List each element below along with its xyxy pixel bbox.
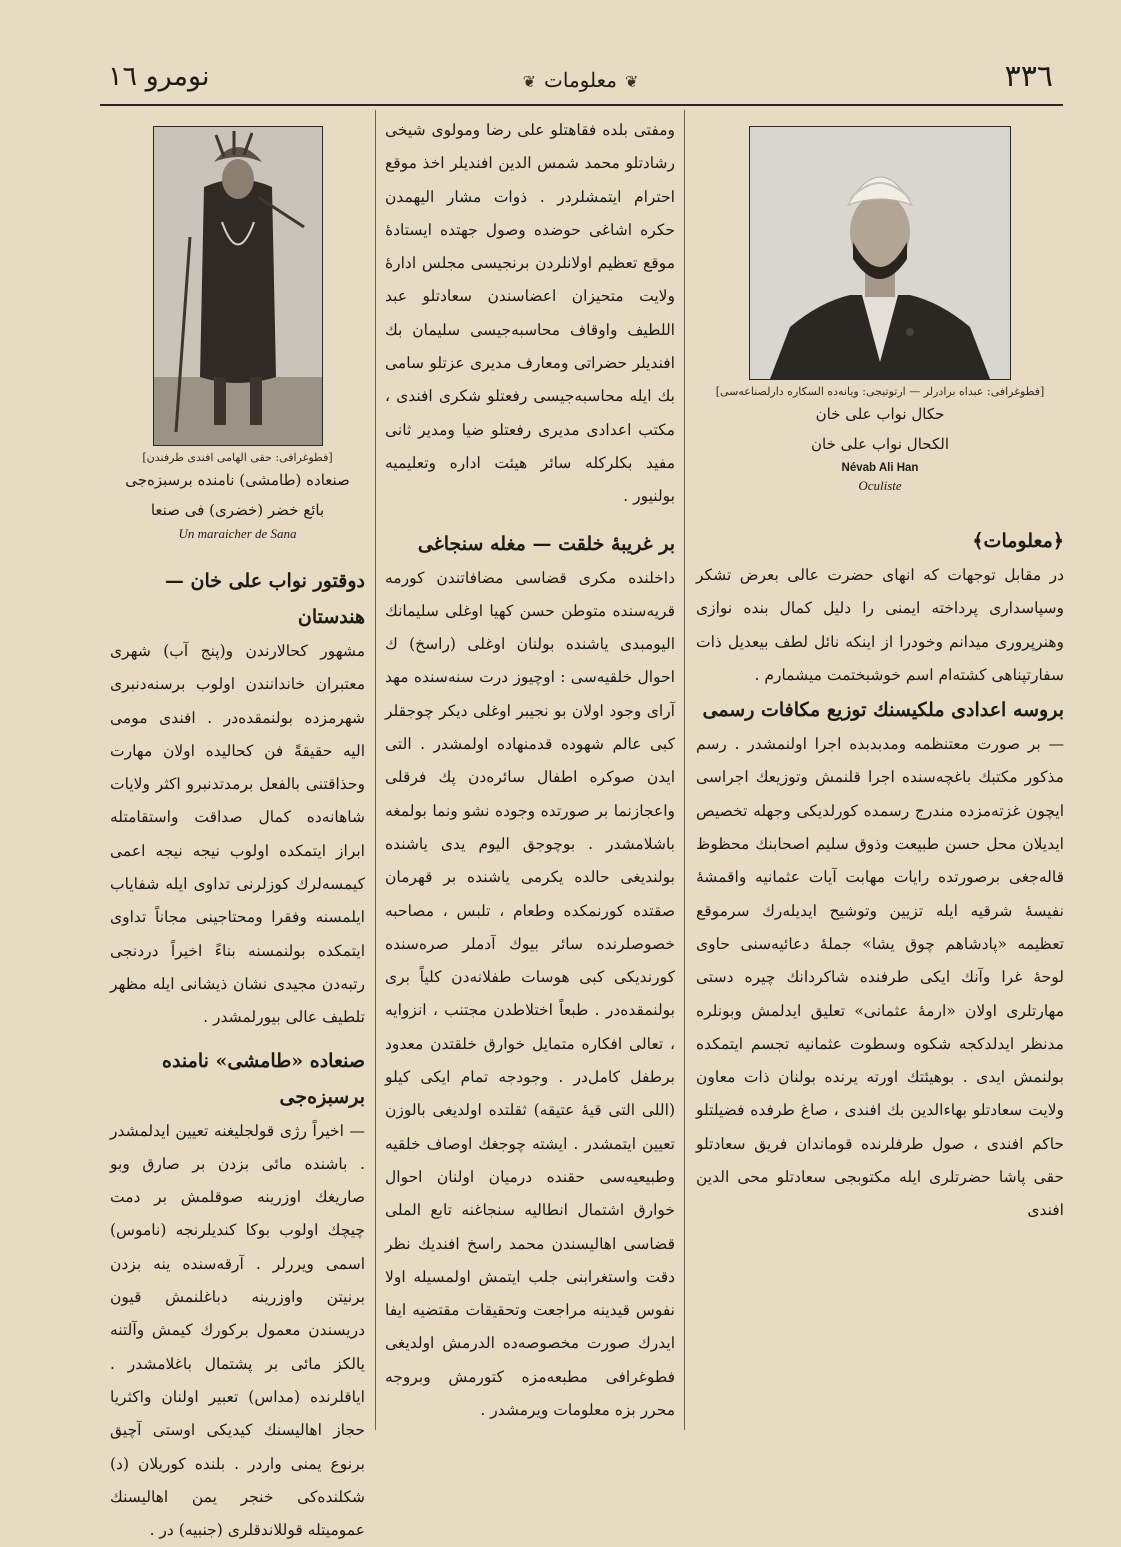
article-paragraph: در مقابل توجهات كه انهاى حضرت عالى بعرض تشكر وسپاسدارى پرداخته ايمنى را دليل كمال بنده نوازى وهنرپرورى ميدانم وخودرا از اينكه نائل لطف بيعديل ذات سفارتپناهى كشته‌ام اسم خوشبختمت ميشمارم .	[696, 566, 1064, 684]
photo-credit: [فطوغرافى: حقى الهامى افندى طرفندن]	[142, 451, 333, 464]
photo-caption-arabic: حكال نواب على خان	[815, 405, 945, 423]
running-title	[100, 63, 1061, 99]
ornament-icon: ❦	[522, 71, 537, 91]
photo-caption-arabic-2: بائع خضر (خضرى) فى صنعا	[150, 501, 325, 519]
photo-caption-latin: Névab Ali Han	[841, 462, 919, 474]
article-heading: دوقتور نواب على خان — هندستان	[164, 570, 365, 628]
column-divider	[684, 110, 685, 1430]
column-divider	[375, 110, 376, 1430]
article-paragraph: — بر صورت معتنظمه ومدبدبده اجرا اولنمشدر . رسم مذكور مكتبك باغچه‌سنده اجرا قلنمش وتوزيعك اجراسى ايچون غزته‌مزده مندرج رسمده كورلديكى وجهله تخصيص ايديلان محل حسن طبيعت وذوق سليم اصحابنك محظوظ قالەجغى برصورتده رايات مهابت آيات عثمانيه واقمشهٔ نفيسهٔ شرقيه ايله تزيين وتوشيح ايديله‌رك سرموقع تعظيمه «پادشاهم چوق يشا» جملهٔ دعائيه‌سنى حاوى لوحهٔ غرا وآنك ايكى طرفنده شاكردانك چيره دستى مهارتلرى اولان «ارمهٔ عثمانى» تعليق ايدلمش وبونلره مدنظر ايدلدكجه شكوه وسطوت عثمانيه تجسم ايتمكده بولنمش ايدى . بوهيئتك اورته يرنده بولنان ذات معاون ولايت سعادتلو بهاءالدين بك افندى ، صاغ طرفده فضيلتلو حاكم افندى ، صول طرفلرنده قوماندان فريق سعادتلو حقى پاشا حضرتلرى ايله مكتوبجى سعادتلو محى الدين افندى	[696, 735, 1064, 1220]
article-heading: صنعاده «طامشى» نامنده برسبزه‌جى	[161, 1049, 365, 1108]
article-heading: بر غريبهٔ خلقت — مغلە سنجاغى	[417, 532, 675, 555]
journal-title: معلومات	[544, 68, 617, 92]
header-rule	[100, 104, 1063, 106]
portrait-photo	[749, 126, 1011, 380]
article-paragraph: مشهور كحالارندن و(پنج آب) شهرى معتبران خاندانندن اولوب برسنه‌دنبرى شهرمزده بولنمقده‌در . افندى مومى اليه حقيقةً فن كحاليده اولان مهارت وحذاقتنى بالفعل برمدتدنبرو اكثر ولايات شاهانه‌ده كمال صداقت واستقامتله ابراز ايتمكده اولوب نيجه نيجه اعمى كيمسه‌لرك كوزلرنى تداوى ايله شفاياب ايلمسنه وفقرا ومحتاجينى مجاناً تداوى ايتمكده بولنمسنه بناءً اخيراً دردنجى رتبه‌دن مجيدى نشان ذيشانى ايله مظهر تلطيف عالى بيورلمشدر .	[110, 642, 365, 1027]
article-heading: بروسه اعدادى ملكيسنك توزيع مكافات رسمى	[702, 699, 1064, 722]
page-header	[100, 60, 1061, 100]
portrait-image	[750, 127, 1010, 379]
left-column	[110, 114, 365, 1540]
article-paragraph: ومفتى بلده فقاهتلو على رضا ومولوى شيخى رشادتلو محمد شمس الدين افنديلر اخذ موقع احترام ايتمشلردر . ذوات مشار اليهمدن حكره اشاغى حوضده وصول جهتده ايستادهٔ موقع تعظيم اولانلردن برنجيسى مجلس ادارهٔ ولايت متحيزان اعضاسندن سعادتلو عبد اللطيف واوقاف محاسبه‌جيسى سليمان بك افنديلر حضراتى ومعارف مديرى عزتلو سامى بك ايله محاسبه‌جيسى رفعتلو شكرى افندى ، مكتب اعدادى مديرى رفعتلو ضيا ومدير ثانى مفيد بكلركله سائر هيئت اداره وتعليميه بولنيور .	[385, 121, 675, 506]
article-paragraph: — اخيراً رژى قولجليغنه تعيين ايدلمشدر . باشنده مائى بزدن بر صارق وبو صاريغك اوزرينه صوقلمش بر دمت چيچك اولوب بوكا كنديلرنجه (ناموس) اسمى ويررلر . آرقه‌سنده ينه بزدن برنيتن واوزرينه دباغلنمش قيون دريسندن معمول بركورك كيمش وآلتنه يالكز مائى بر پشتمال باغلامشدر . اياقلرنده (مداس) تعبير اولنان واكثريا حجاز اهاليسنك كيديكى اوستى آچيق برنوع يمنى واردر . بلنده كوريلان (د) شكلنده‌كى خنجر يمن اهاليسنك عموميتله قوللاندقلرى (جنبيه) در .	[110, 1121, 365, 1540]
photo-caption-arabic-2: الكحال نواب على خان	[811, 435, 949, 453]
photo-caption-arabic: صنعاده (طامشى) نامنده برسبزه‌جى	[125, 471, 350, 489]
photo-caption-latin: Un maraicher de Sana	[178, 526, 297, 541]
section-heading: ﴿معلومات﴾	[972, 530, 1064, 552]
right-column	[696, 114, 1064, 1440]
photo-caption-latin-2: Oculiste	[858, 478, 902, 493]
page-number: ٣٣٦	[1004, 59, 1053, 94]
article-paragraph: داخلنده مكرى قضاسى مضافاتندن كورمه قريه‌سنده متوطن حسن كهيا اوغلى سليمانك اليومبدى ياشنده بولنان اوغلى (راسخ) ك احوال خلقيه‌سى : اوچيوز درت سنه‌سنده مهد آراى وجود اولان بو نجيبر اوغلى ديكر چوجقلر كبى عالم شهوده قدمنهاده اولمشدر . التى ايدن صوكره اطفال سائره‌دن پك فرقلى واعجازنما بر صورتده وجوده نشو ونما بولمغه باشلامشدر . بوچوجق اليوم يدى ياشنده بولنديغى حالده يكرمى ياشنده بر قهرمان صقتده كورنمكده وطعام ، تلبس ، مصاحبه خصوصلرنده سائر بيوك آدملر صره‌سنده كورنديكى كبى هوسات طفلانه‌دن كلياً برى بولنمقده‌در . طبعاً اختلاطدن مجتنب ، انزوايه ، تعالى افكاره متمايل خوارق خلقتدن معدود برطفل كامل‌در . وجودجه تمام ايكى كيلو (اللى التى قيهٔ عتيقه) ثقلتده اولديغى بالوزن تعيين ايتمشدر . ايشته چوجغك اوصاف خلقيه وطبيعيه‌سى حقنده درميان اولنان احوال خوارق اشتمال انطاليه سنجاغنه تابع الملى قضاسى اهاليسندن محمد راسخ افنديك نظر دقت واستغرابنى جلب ايتمش اولمسيله اولا نفوس قيدينه مراجعت وتحقيقات مقتضيه ايفا ايدرك صورت مخصوصه‌ده الدرمش اولديغى فطوغرافى مطبعه‌مزه كتورمش وبروجه محرر بزه معلومات ويرمشدر .	[385, 568, 675, 1419]
vendor-photo	[153, 126, 323, 446]
ornament-icon: ❦	[624, 71, 639, 91]
issue-number: نومرو ١٦	[108, 61, 210, 92]
photo-credit: [فطوغرافى: عبداه برادرلر — ارتوتیجى: ويانه‌ده السكاره دارلصناعه‌سى]	[715, 385, 1045, 398]
vendor-image	[154, 127, 322, 445]
middle-column	[385, 114, 675, 1440]
